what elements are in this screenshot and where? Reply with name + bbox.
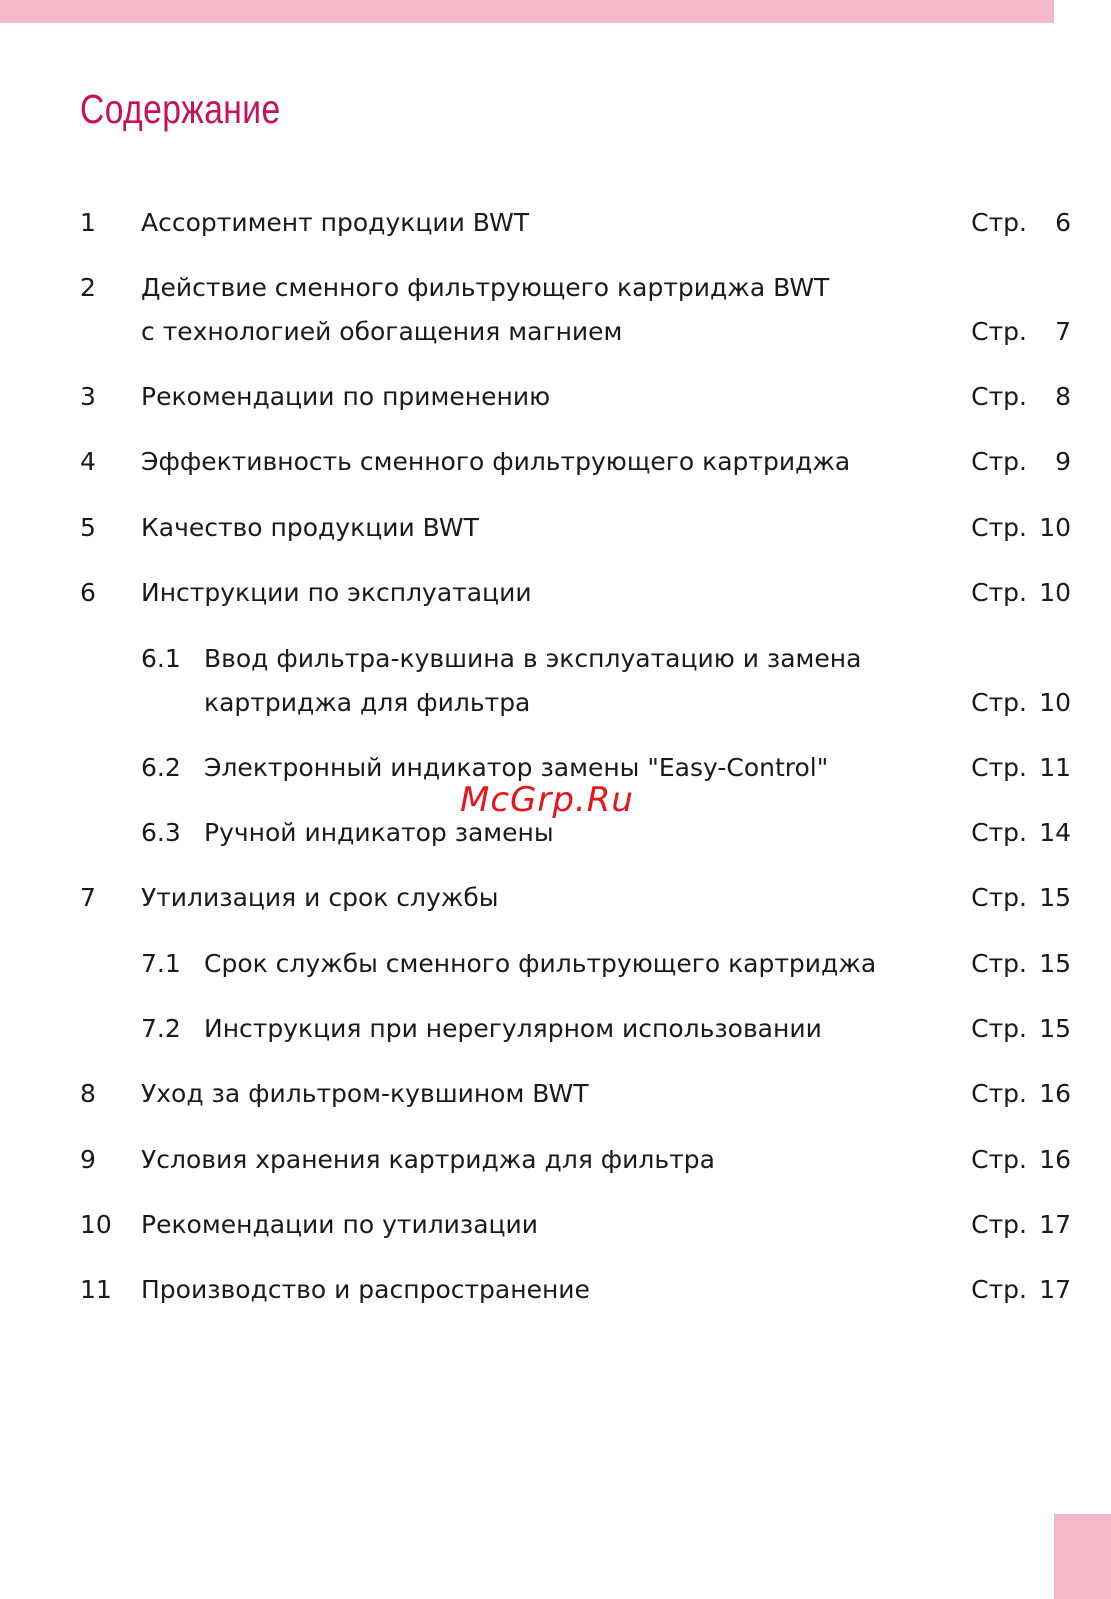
toc-entry-page-ref — [971, 1203, 1071, 1247]
toc-entry-title-line: Инструкция при нерегулярном использовании — [204, 1014, 822, 1043]
toc-entry-number: 2 — [80, 273, 96, 302]
page-number: 10 — [1039, 578, 1071, 607]
page-number: 17 — [1039, 1275, 1071, 1304]
toc-entry-title-line: Ручной индикатор замены — [204, 818, 554, 847]
toc-entry-page-ref — [971, 1007, 1071, 1051]
page-prefix-label: Стр. — [971, 1210, 1027, 1239]
page-number: 6 — [1055, 208, 1071, 237]
toc-entry-title-line: Эффективность сменного фильтрующего картриджа — [141, 447, 851, 476]
toc-entry-number: 3 — [80, 382, 96, 411]
watermark: McGrp.Ru — [460, 780, 634, 820]
page-number: 15 — [1039, 883, 1071, 912]
toc-entry-page-ref — [971, 506, 1071, 550]
toc-entry-page-ref — [971, 942, 1071, 986]
toc-entry-title-line: картриджа для фильтра — [204, 688, 531, 717]
page-number: 8 — [1055, 382, 1071, 411]
toc-entry-page-ref — [971, 1268, 1071, 1312]
corner-accent-block — [1054, 1514, 1111, 1599]
toc-entry-title — [141, 440, 941, 484]
toc-entry-title — [141, 506, 941, 550]
page-prefix-label: Стр. — [971, 382, 1027, 411]
toc-entry-title-line: Условия хранения картриджа для фильтра — [141, 1145, 715, 1174]
toc-entry-page-ref — [971, 746, 1071, 790]
toc-entry-title — [141, 375, 941, 419]
toc-entry-page-ref — [971, 1138, 1071, 1182]
toc-entry-number: 9 — [80, 1145, 96, 1174]
toc-entry-title-line: с технологией обогащения магнием — [141, 317, 623, 346]
toc-entry-page-ref — [971, 876, 1071, 920]
toc-entry-number: 4 — [80, 447, 96, 476]
toc-entry-page-ref — [971, 201, 1071, 245]
toc-entry-title — [204, 942, 944, 986]
page-number: 15 — [1039, 949, 1071, 978]
toc-entry-title — [141, 201, 941, 245]
page-prefix-label: Стр. — [971, 818, 1027, 847]
page-number: 14 — [1039, 818, 1071, 847]
page-prefix-label: Стр. — [971, 883, 1027, 912]
toc-entry-title — [141, 1138, 941, 1182]
page-number: 7 — [1055, 317, 1071, 346]
toc-entry-number: 10 — [80, 1210, 112, 1239]
toc-entry-title-line: Утилизация и срок службы — [141, 883, 499, 912]
toc-entry-title-line: Инструкции по эксплуатации — [141, 578, 532, 607]
toc-entry-number: 1 — [80, 208, 96, 237]
toc-entry-title — [141, 266, 941, 354]
page-number: 16 — [1039, 1079, 1071, 1108]
toc-entry-title — [204, 637, 944, 725]
toc-entry-title — [204, 746, 944, 790]
page-prefix-label: Стр. — [971, 688, 1027, 717]
toc-entry-number: 6.3 — [141, 818, 181, 847]
page-number: 15 — [1039, 1014, 1071, 1043]
page-number: 9 — [1055, 447, 1071, 476]
page-prefix-label: Стр. — [971, 447, 1027, 476]
toc-entry-title — [204, 811, 944, 855]
toc-entry-number: 7.1 — [141, 949, 181, 978]
toc-entry-title-line: Рекомендации по применению — [141, 382, 551, 411]
page-number: 10 — [1039, 513, 1071, 542]
toc-entry-title-line: Ввод фильтра-кувшина в эксплуатацию и замена — [204, 644, 862, 673]
page-prefix-label: Стр. — [971, 1275, 1027, 1304]
toc-entry-title — [141, 876, 941, 920]
page-prefix-label: Стр. — [971, 578, 1027, 607]
toc-entry-number: 6 — [80, 578, 96, 607]
toc-entry-title-line: Производство и распространение — [141, 1275, 590, 1304]
page-prefix-label: Стр. — [971, 1079, 1027, 1108]
toc-entry-title — [141, 1268, 941, 1312]
toc-entry-title — [141, 571, 941, 615]
toc-entry-number: 5 — [80, 513, 96, 542]
toc-entry-page-ref — [971, 310, 1071, 354]
toc-entry-page-ref — [971, 1072, 1071, 1116]
toc-entry-number: 8 — [80, 1079, 96, 1108]
toc-entry-title-line: Действие сменного фильтрующего картриджа BWT — [141, 273, 830, 302]
page-number: 17 — [1039, 1210, 1071, 1239]
page-number: 10 — [1039, 688, 1071, 717]
page-prefix-label: Стр. — [971, 208, 1027, 237]
top-accent-bar — [0, 0, 1054, 23]
page-prefix-label: Стр. — [971, 1014, 1027, 1043]
page-number: 11 — [1039, 753, 1071, 782]
toc-entry-title-line: Уход за фильтром-кувшином BWT — [141, 1079, 589, 1108]
toc-entry-title — [141, 1203, 941, 1247]
toc-entry-title — [141, 1072, 941, 1116]
page-title: Содержание — [80, 86, 281, 132]
toc-entry-title-line: Ассортимент продукции BWT — [141, 208, 530, 237]
page-number: 16 — [1039, 1145, 1071, 1174]
toc-entry-page-ref — [971, 571, 1071, 615]
toc-entry-number: 7 — [80, 883, 96, 912]
page-prefix-label: Стр. — [971, 753, 1027, 782]
toc-entry-title-line: Срок службы сменного фильтрующего картриджа — [204, 949, 877, 978]
toc-entry-title-line: Рекомендации по утилизации — [141, 1210, 539, 1239]
toc-entry-title-line: Качество продукции BWT — [141, 513, 479, 542]
toc-entry-number: 6.1 — [141, 644, 181, 673]
toc-entry-number: 11 — [80, 1275, 112, 1304]
toc-entry-page-ref — [971, 811, 1071, 855]
toc-entry-number: 6.2 — [141, 753, 181, 782]
toc-entry-page-ref — [971, 375, 1071, 419]
toc-entry-number: 7.2 — [141, 1014, 181, 1043]
page-prefix-label: Стр. — [971, 513, 1027, 542]
page-prefix-label: Стр. — [971, 1145, 1027, 1174]
toc-entry-title — [204, 1007, 944, 1051]
page-prefix-label: Стр. — [971, 317, 1027, 346]
page-prefix-label: Стр. — [971, 949, 1027, 978]
toc-entry-page-ref — [971, 440, 1071, 484]
toc-entry-title-line: Электронный индикатор замены "Easy-Control" — [204, 753, 829, 782]
toc-entry-page-ref — [971, 681, 1071, 725]
